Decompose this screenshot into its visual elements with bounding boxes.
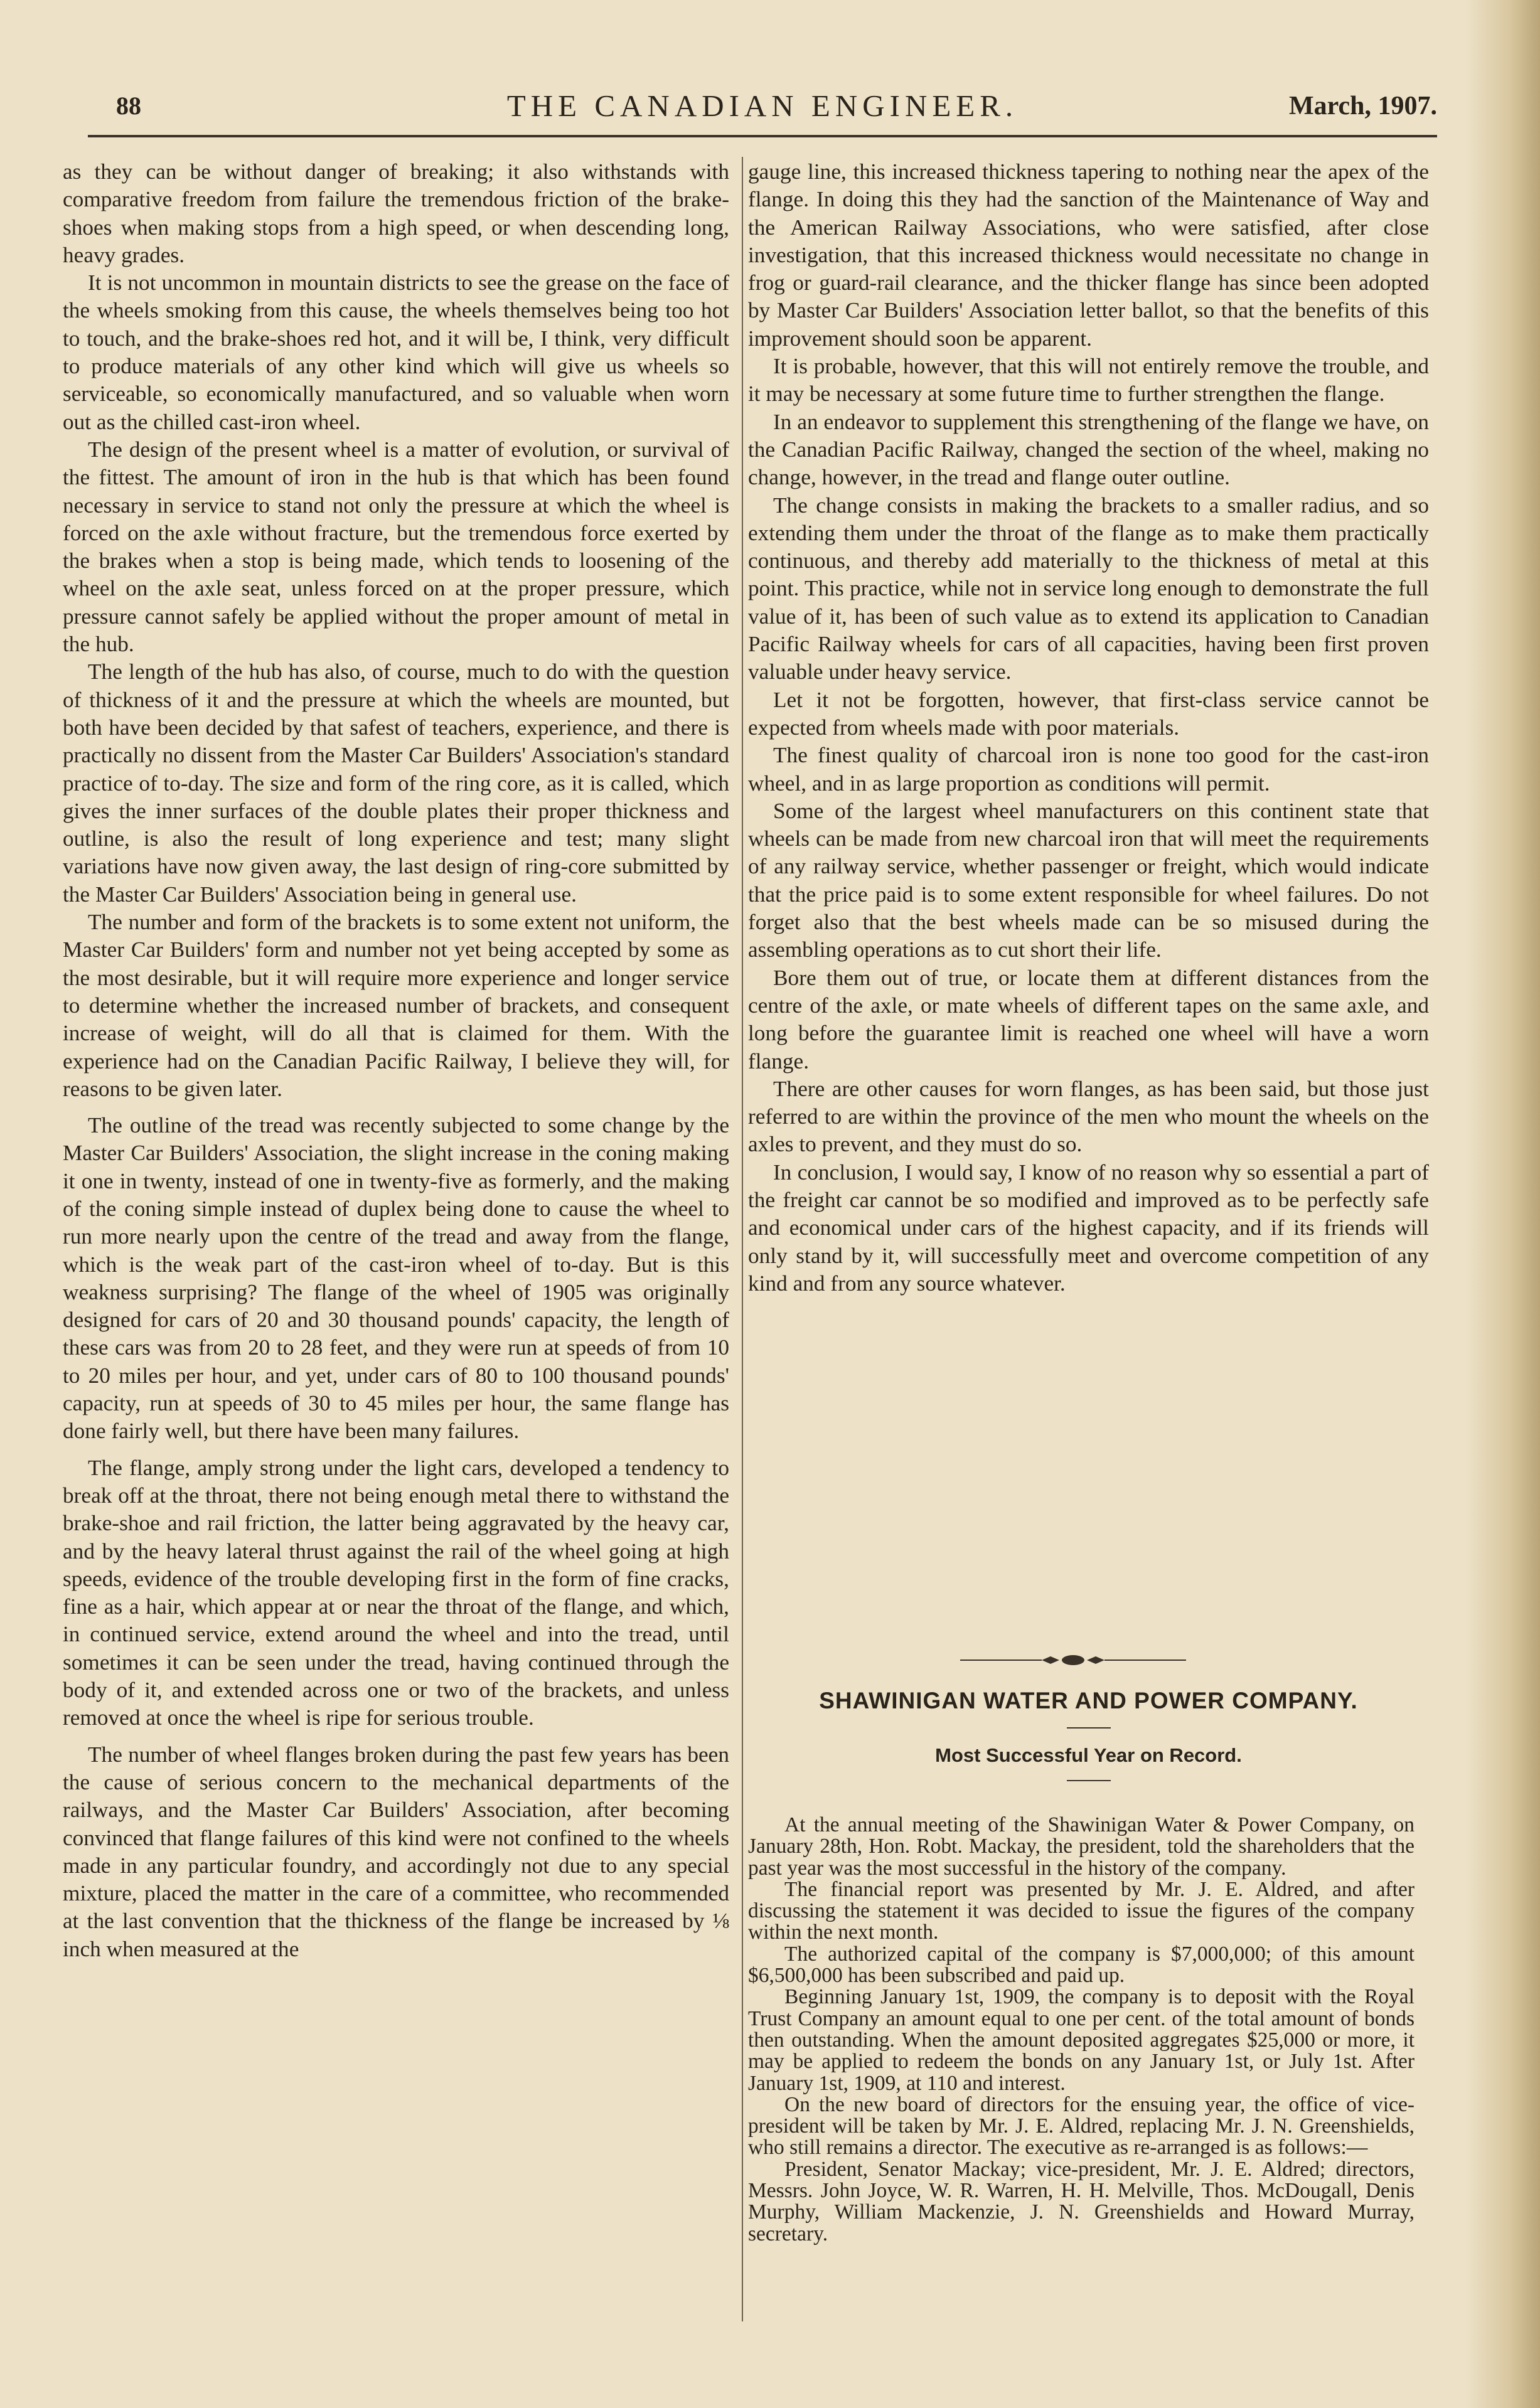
header-rule [88, 135, 1437, 137]
paragraph: The authorized capital of the company is $7,000,000; of this amount $6,500,000 has been subscribed and paid up. [748, 1942, 1414, 1988]
paragraph: It is probable, however, that this will not entirely remove the trouble, and it may be necessary at some future time to further strengthen the flange. [748, 354, 1429, 407]
paragraph: The number of wheel flanges broken during the past few years has been the cause of serious concern to the mechanical departments of the railways, and the Master Car Builders' Association, after becoming convinced that flange failures of this kind were not confined to the wheels made in any particular foundry, and accordingly not due to any special mixture, placed the matter in the care of a committee, who recommended at the last convention that the thickness of the flange be increased by ⅛ inch when measured at the [63, 1742, 729, 1961]
page-header [88, 88, 1437, 132]
heading-rule [1067, 1727, 1111, 1729]
page-edge-shadow [1465, 0, 1540, 2408]
column-divider [742, 157, 743, 2321]
paragraph: On the new board of directors for the ensuing year, the office of vice-president will be taken by Mr. J. E. Aldred, replacing Mr. J. N. Greenshields, who still remains a director. The executive as re-arranged is as follows:— [748, 2092, 1414, 2160]
paragraph: In conclusion, I would say, I know of no reason why so essential a part of the freight car cannot be so modified and improved as to be perfectly safe and economical under cars of the highest capacity, and if its friends will only stand by it, will successfully meet and overcome competition of any kind and from any source whatever. [748, 1159, 1429, 1296]
paragraph: gauge line, this increased thickness tapering to nothing near the apex of the flange. In doing this they had the sanction of the Maintenance of Way and the American Railway Associations, who were satisfied, after close investigation, that this increased thickness would necessitate no change in frog or guard-rail clearance, and the thicker flange has since been adopted by Master Car Builders' Association letter ballot, so that the benefits of this improvement should soon be apparent. [748, 159, 1429, 351]
paragraph: The length of the hub has also, of course, much to do with the question of thickness of it and the pressure at which the wheels are mounted, but both have been decided by that safest of teachers, experience, and there is practically no dissent from the Master Car Builders' Association's standard practice of to-day. The size and form of the ring core, as it is called, which gives the inner surfaces of the double plates their proper thickness and outline, is also the result of long experience and test; many slight variations have now given away, the last design of ring-core submitted by the Master Car Builders' Association being in general use. [63, 659, 729, 907]
article-body [748, 1814, 1414, 2245]
paragraph: Let it not be forgotten, however, that first-class service cannot be expected from wheels made with poor materials. [748, 687, 1429, 740]
article-subheading: Most Successful Year on Record. [935, 1744, 1242, 1766]
paragraph: The design of the present wheel is a matter of evolution, or survival of the fittest. The amount of iron in the hub is that which has been found necessary in service to stand not only the pressure at which the wheel is forced on the axle without fracture, but the tremendous force exerted by the brakes when a stop is being made, which tends to loosening of the wheel on the axle seat, unless forced on at the proper pressure, which pressure cannot safely be applied without the proper amount of metal in the hub. [63, 437, 729, 657]
article-heading: SHAWINIGAN WATER AND POWER COMPANY. [819, 1688, 1358, 1713]
page-number: 88 [116, 92, 141, 120]
issue-date: March, 1907. [1288, 92, 1437, 120]
paragraph: Beginning January 1st, 1909, the company is to deposit with the Royal Trust Company an amount equal to one per cent. of the total amount of bonds then outstanding. When the amount deposited aggregates $25,000 or more, it may be applied to redeem the bonds on any January 1st, or July 1st. After January 1st, 1909, at 110 and interest. [748, 1985, 1414, 2095]
paragraph: The financial report was presented by Mr. J. E. Aldred, and after discussing the statement it was decided to issue the figures of the company within the next month. [748, 1877, 1414, 1944]
paragraph: The flange, amply strong under the light cars, developed a tendency to break off at the throat, there not being enough metal there to withstand the brake-shoe and rail friction, the latter being aggravated by the heavy car, and by the heavy lateral thrust against the rail of the wheel going at high speeds, evidence of the trouble developing first in the form of fine cracks, fine as a hair, which appear at or near the throat of the flange, and which, in continued service, extend around the wheel and into the tread, until sometimes it can be seen under the tread, having continued through the body of it, and extended across one or two of the brackets, and unless removed at once the wheel is ripe for serious trouble. [63, 1455, 729, 1730]
subheading-rule [1067, 1780, 1111, 1781]
paragraph: President, Senator Mackay; vice-president, Mr. J. E. Aldred; directors, Messrs. John Joyce, W. R. Warren, H. H. Melville, Thos. McDougall, Denis Murphy, William Mackenzie, J. N. Greenshields and Howard Murray, secretary. [748, 2157, 1414, 2246]
paragraph: Some of the largest wheel manufacturers on this continent state that wheels can be made from new charcoal iron that will meet the requirements of any railway service, whether passenger or freight, which would indicate that the price paid is to some extent responsible for wheel failures. Do not forget also that the best wheels made can be so misused during the assembling operations as to cut short their life. [748, 798, 1429, 962]
section-ornament [960, 1651, 1186, 1670]
paragraph: The number and form of the brackets is to some extent not uniform, the Master Car Builders' form and number not yet being accepted by some as the most desirable, but it will require more experience and longer service to determine whether the increased number of brackets, and consequent increase of weight, will do all that is claimed for them. With the experience had on the Canadian Pacific Railway, I believe they will, for reasons to be given later. [63, 910, 729, 1101]
journal-title: THE CANADIAN ENGINEER. [506, 88, 1019, 123]
paragraph: as they can be without danger of breaking; it also withstands with comparative freedom from failure the tremendous friction of the brake-shoes when making stops from a high speed, or when descending long, heavy grades. [63, 159, 729, 267]
paragraph: There are other causes for worn flanges, as has been said, but those just referred to are within the province of the men who mount the wheels on the axles to prevent, and they must do so. [748, 1076, 1429, 1157]
right-column [748, 158, 1429, 1297]
paragraph: The outline of the tread was recently subjected to some change by the Master Car Builders' Association, the slight increase in the coning making it one in twenty, instead of one in twenty-five as formerly, and the making of the coning simple instead of duplex being done to cause the wheel to run more nearly upon the centre of the tread and away from the flange, which is the weak part of the cast-iron wheel of to-day. But is this weakness surprising? The flange of the wheel of 1905 was originally designed for cars of 20 and 30 thousand pounds' capacity, the length of these cars was from 20 to 28 feet, and they were run at speeds of from 10 to 20 miles per hour, and yet, under cars of 80 to 100 thousand pounds' capacity, run at speeds of 30 to 45 miles per hour, the same flange has done fairly well, but there have been many failures. [63, 1113, 729, 1444]
paragraph: In an endeavor to supplement this strengthening of the flange we have, on the Canadian Pacific Railway, changed the section of the wheel, making no change, however, in the tread and flange outer outline. [748, 409, 1429, 490]
paragraph: The change consists in making the brackets to a smaller radius, and so extending them under the throat of the flange as to make them practically continuous, and thereby add materially to the thickness of metal at this point. This practice, while not in service long enough to demonstrate the full value of it, has been of such value as to extend its application to Canadian Pacific Railway wheels for cars of all capacities, having been first proven valuable under heavy service. [748, 493, 1429, 685]
paragraph: The finest quality of charcoal iron is none too good for the cast-iron wheel, and in as large proportion as conditions will permit. [748, 743, 1429, 796]
paragraph: It is not uncommon in mountain districts to see the grease on the face of the wheels smoking from this cause, the wheels themselves being too hot to touch, and the brake-shoes red hot, and it will be, I think, very difficult to produce materials of any other kind which will give us wheels so serviceable, so economically manufactured, and so valuable when worn out as the chilled cast-iron wheel. [63, 270, 729, 434]
paragraph: Bore them out of true, or locate them at different distances from the centre of the axle, or mate wheels of different tapes on the same axle, and long before the guarantee limit is reached one wheel will have a worn flange. [748, 965, 1429, 1073]
left-column [63, 158, 729, 1963]
paragraph: At the annual meeting of the Shawinigan Water & Power Company, on January 28th, Hon. Robt. Mackay, the president, told the shareholders that the past year was the most successful in the history of the company. [748, 1813, 1414, 1880]
